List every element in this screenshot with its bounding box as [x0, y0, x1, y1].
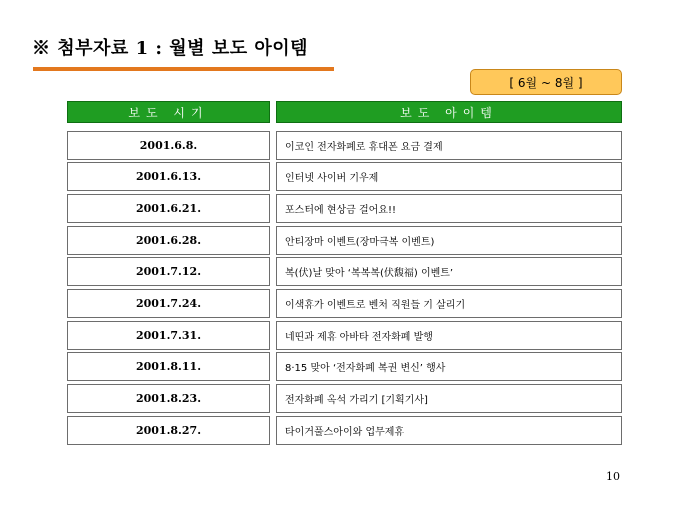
row-item: 8·15 맞아 ‘전자화폐 복권 변신’ 행사 — [276, 352, 622, 381]
page-title: ※ 첨부자료 1 : 월별 보도 아이템 — [32, 38, 309, 59]
row-date: 2001.6.8. — [67, 131, 270, 160]
row-item: 네띤과 제휴 아바타 전자화폐 발행 — [276, 321, 622, 350]
row-date: 2001.8.11. — [67, 352, 270, 381]
row-item: 인터넷 사이버 기우제 — [276, 162, 622, 191]
row-item: 포스터에 현상금 걸어요!! — [276, 194, 622, 223]
row-date: 2001.6.28. — [67, 226, 270, 255]
row-item: 타이거풀스아이와 업무제휴 — [276, 416, 622, 445]
header-report-date: 보도 시기 — [67, 101, 270, 123]
row-item: 안티장마 이벤트(장마극복 이벤트) — [276, 226, 622, 255]
row-item: 이색휴가 이벤트로 벤처 직원들 기 살리기 — [276, 289, 622, 318]
period-badge: [ 6월 ~ 8월 ] — [470, 69, 622, 95]
row-date: 2001.7.24. — [67, 289, 270, 318]
row-date: 2001.8.23. — [67, 384, 270, 413]
row-date: 2001.6.13. — [67, 162, 270, 191]
row-item: 전자화폐 옥석 가리기 [기획기사] — [276, 384, 622, 413]
title-underline — [33, 67, 334, 71]
row-date: 2001.7.31. — [67, 321, 270, 350]
row-item: 이코인 전자화폐로 휴대폰 요금 결제 — [276, 131, 622, 160]
page-number: 10 — [606, 470, 620, 483]
row-date: 2001.6.21. — [67, 194, 270, 223]
header-report-item: 보도 아이템 — [276, 101, 622, 123]
row-item: 복(伏)날 맞아 ‘복복복(伏馥福) 이벤트’ — [276, 257, 622, 286]
row-date: 2001.8.27. — [67, 416, 270, 445]
row-date: 2001.7.12. — [67, 257, 270, 286]
